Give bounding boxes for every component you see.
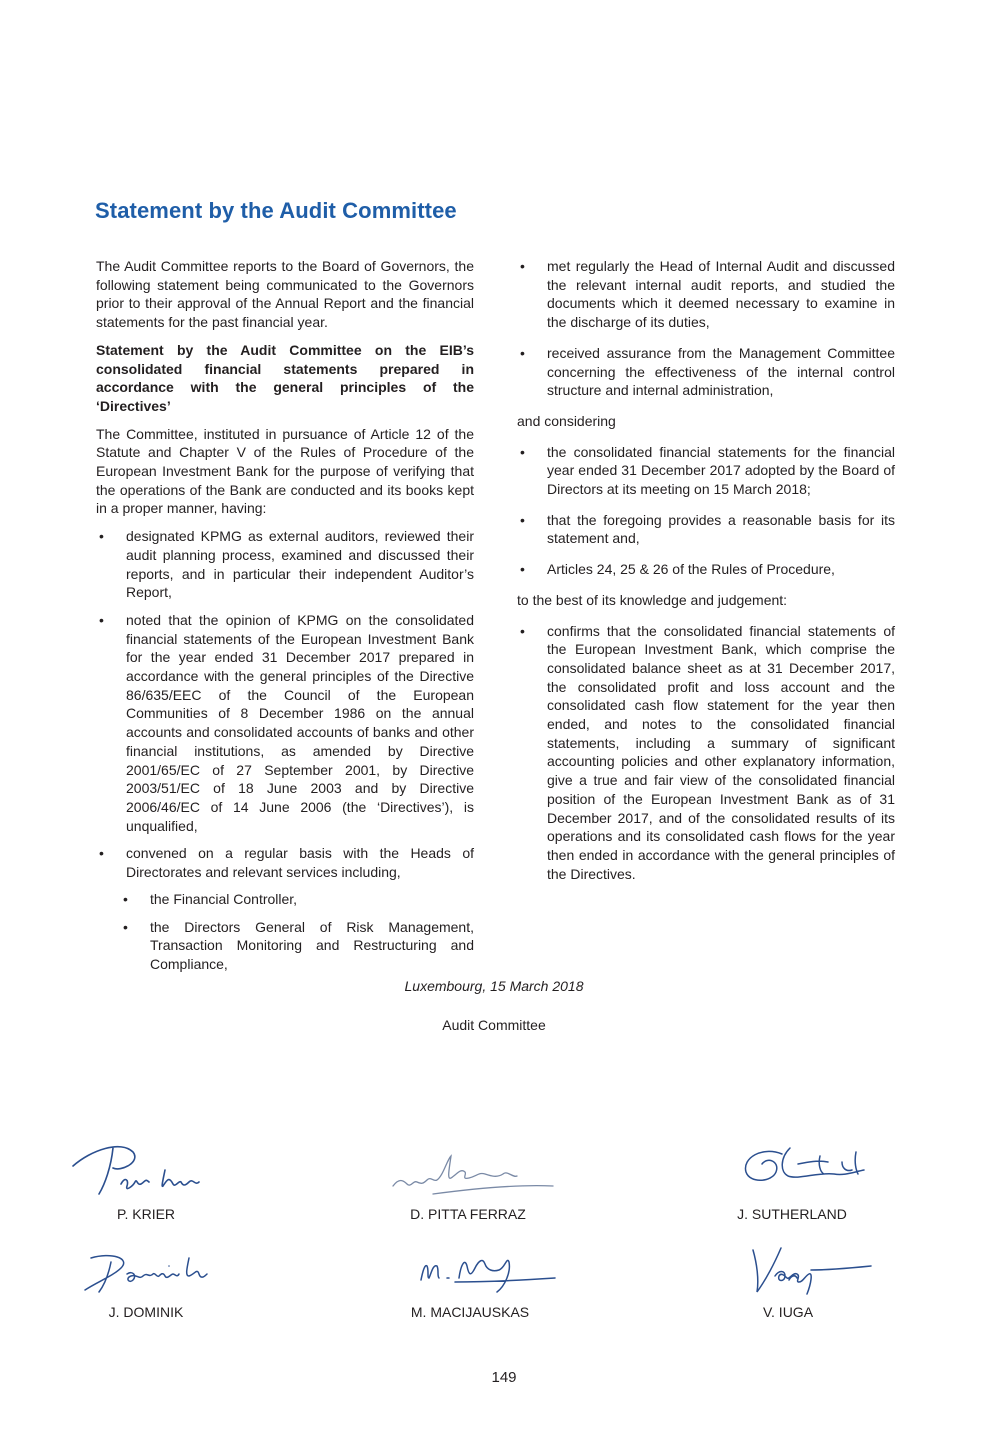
section-subheading: Statement by the Audit Committee on the EIB’s consolidated financial statements prepared in accordance with the general principles of the ‘Directives’: [96, 341, 474, 414]
signature-block-krier: [26, 1132, 266, 1222]
signature-block-iuga: [668, 1240, 908, 1320]
left-column: [96, 257, 474, 983]
signatory-name: D. PITTA FERRAZ: [410, 1206, 526, 1222]
signatory-name: M. MACIJAUSKAS: [410, 1304, 530, 1320]
intro-paragraph: The Audit Committee reports to the Board of Governors, the following statement being communicated to the Governors prior to their approval of the Annual Report and the financial statements for the past financial year.: [96, 258, 474, 331]
bullet-icon: •: [520, 511, 525, 528]
signatory-name: P. KRIER: [116, 1206, 176, 1222]
bullet-icon: •: [520, 258, 525, 274]
signatory-name: V. IUGA: [762, 1304, 814, 1320]
bullet-icon: •: [520, 344, 525, 361]
signature-block-macijauskas: [350, 1248, 590, 1320]
bullet-icon: •: [520, 561, 525, 578]
conclusion-list: [517, 622, 895, 884]
signature-image: [693, 1240, 883, 1300]
signature-image: [61, 1248, 231, 1300]
bullet-icon: •: [520, 622, 525, 639]
sub-list-item: • the Directors General of Risk Management, Transaction Monitoring and Restructuring and Compliance,: [123, 918, 474, 972]
list-item: • confirms that the consolidated financial statements of the European Investment Bank, which comprise the consolidated balance sheet as at 31 December 2017, the consolidated profit and loss account and the consolidated cash flow statement for the year then ended, and notes to the consolidated financial statements, including a summary of significant accounting policies and other explanatory information, give a true and fair view of the consolidated financial position of the European Investment Bank as of 31 December 2017, and of the consolidated results of its operations and its consolidated cash flows for the year then ended in accordance with the general principles of the Directives.: [520, 622, 895, 882]
sub-list: [123, 890, 474, 974]
list-item: • received assurance from the Management Committee concerning the effectiveness of the internal control structure and internal administration,: [520, 344, 895, 399]
bullet-icon: •: [123, 918, 128, 935]
bullet-icon: •: [520, 443, 525, 460]
signature-image: [373, 1150, 563, 1202]
right-column: [517, 257, 895, 895]
signatory-name: J. DOMINIK: [108, 1304, 184, 1320]
bullet-icon: •: [99, 528, 104, 545]
having-list-continued: [517, 257, 895, 400]
list-item: • convened on a regular basis with the Heads of Directorates and relevant services including, • the Financial Controller, • the Directors General of Risk Management, Transaction Monitoring and Restructuring and Compliance,: [99, 845, 474, 972]
list-item: • met regularly the Head of Internal Audit and discussed the relevant internal audit reports, and studied the documents which it deemed necessary to examine in the discharge of its duties,: [520, 258, 895, 331]
signature-image: [375, 1248, 565, 1300]
list-item: • designated KPMG as external auditors, reviewed their audit planning process, examined and discussed their reports, and in particular their independent Auditor’s Report,: [99, 528, 474, 601]
signature-image: [702, 1138, 882, 1202]
committee-paragraph: The Committee, instituted in pursuance of Article 12 of the Statute and Chapter V of the Rules of Procedure of the European Investment Bank for the purpose of verifying that the operations of the Bank are conducted and its books kept in a proper manner, having:: [96, 425, 474, 517]
list-item: • the consolidated financial statements for the financial year ended 31 December 2017 adopted by the Board of Directors at its meeting on 15 March 2018;: [520, 443, 895, 498]
page-title: Statement by the Audit Committee: [95, 198, 457, 223]
considering-text: and considering: [517, 412, 616, 429]
sub-list-item: • the Financial Controller,: [123, 890, 298, 907]
signature-block-pitta-ferraz: [348, 1150, 588, 1222]
committee-label: Audit Committee: [442, 1017, 546, 1033]
page-number: 149: [491, 1369, 517, 1386]
bullet-icon: •: [123, 890, 128, 907]
signature-block-dominik: [26, 1248, 266, 1320]
signatory-name: J. SUTHERLAND: [737, 1206, 847, 1222]
list-item: • Articles 24, 25 & 26 of the Rules of Procedure,: [520, 561, 835, 578]
list-item: • that the foregoing provides a reasonable basis for its statement and,: [520, 511, 895, 547]
knowledge-text: to the best of its knowledge and judgement:: [517, 591, 788, 608]
bullet-icon: •: [99, 845, 104, 862]
list-item: • noted that the opinion of KPMG on the consolidated financial statements of the European Investment Bank for the year ended 31 December 2017 prepared in accordance with the general principles of the Directive 86/635/EEC of the Council of the European Communities of 8 December 1986 on the annual accounts and consolidated accounts of banks and other financial institutions, as amended by Directive 2001/65/EC of 27 September 2001, by Directive 2003/51/EC of 18 June 2003 and by Directive 2006/46/EC of 14 June 2006 (the ‘Directives’), is unqualified,: [99, 611, 474, 834]
bullet-icon: •: [99, 611, 104, 628]
having-list: [96, 527, 474, 973]
signature-image: [61, 1132, 231, 1202]
considering-list: [517, 443, 895, 579]
signature-block-sutherland: [672, 1138, 912, 1222]
place-date: Luxembourg, 15 March 2018: [404, 978, 584, 994]
